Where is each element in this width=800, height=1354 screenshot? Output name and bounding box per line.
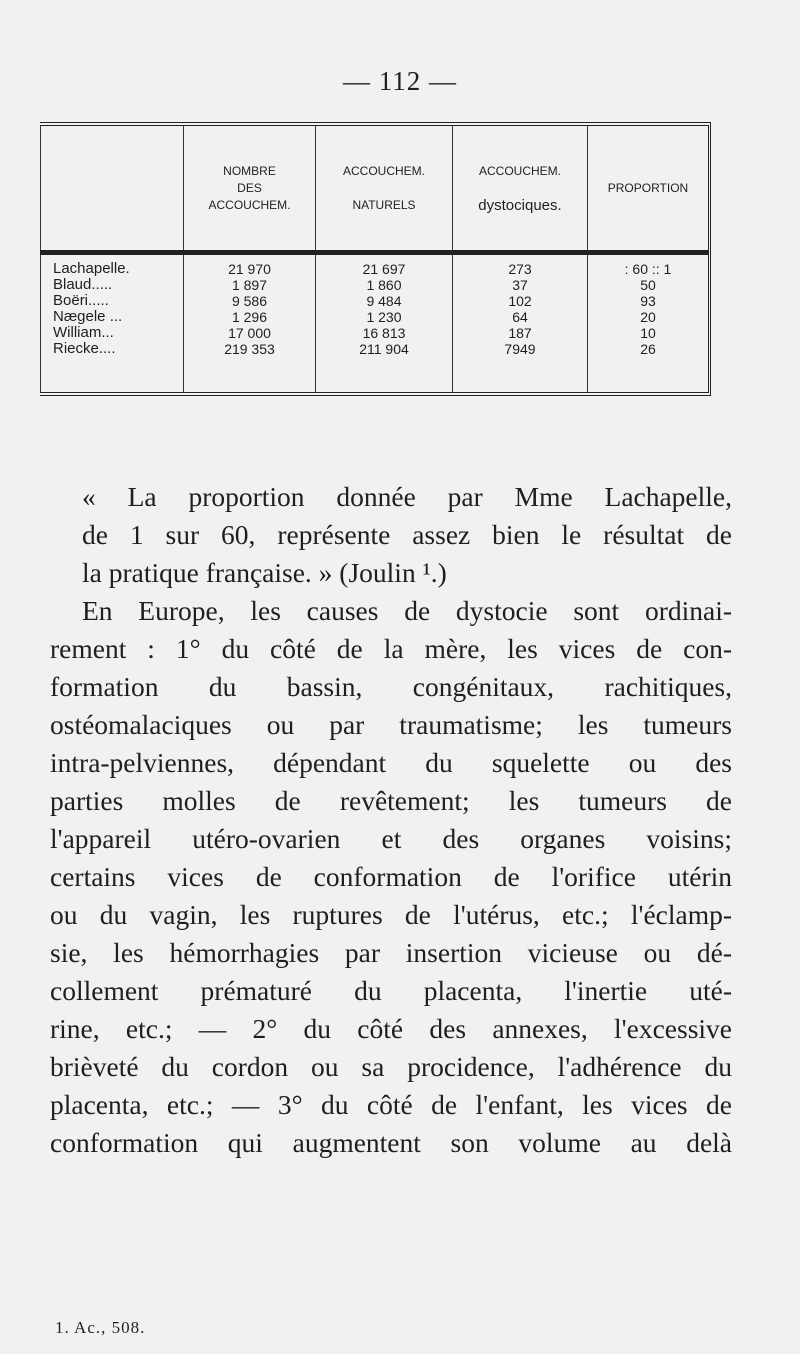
row-total: 17 000: [228, 325, 271, 341]
header-natural-births: [316, 126, 453, 253]
text-line: collement prématuré du placenta, l'inertie uté-: [50, 975, 732, 1006]
row-total: 1 897: [231, 277, 268, 293]
text-line: rement : 1° du côté de la mère, les vices de con-: [50, 633, 732, 664]
text-line: intra-pelviennes, dépendant du squelette ou des: [50, 747, 732, 778]
footnote: 1. Ac., 508.: [55, 1318, 146, 1337]
table-header-row: [41, 126, 709, 253]
row-dystocic: 7949: [504, 341, 536, 357]
total-column: [184, 253, 316, 393]
paragraph-quote: [50, 478, 732, 592]
header-dystocic-births: [453, 126, 588, 253]
header-line: DES: [237, 180, 262, 195]
table-body-row: [41, 253, 709, 393]
proportion-column: [588, 253, 709, 393]
text-line: de 1 sur 60, représente assez bien le résultat de: [82, 519, 732, 550]
text-line: En Europe, les causes de dystocie sont ordinai-: [82, 595, 732, 626]
text-line: certains vices de conformation de l'orifice utérin: [50, 861, 732, 892]
row-proportion: 20: [640, 309, 656, 325]
header-line: NATURELS: [352, 197, 416, 212]
header-line: PROPORTION: [607, 180, 689, 195]
row-natural: 1 860: [366, 277, 402, 293]
header-line: ACCOUCHEM.: [342, 163, 425, 178]
name-column: [41, 253, 184, 393]
header-line: [316, 180, 452, 197]
dystocic-column: [453, 253, 588, 393]
header-total-births: [184, 126, 316, 253]
header-line: ACCOUCHEM.: [208, 197, 291, 212]
body-text: [50, 478, 732, 1162]
row-dystocic: 102: [508, 293, 532, 309]
page-number: — 112 —: [343, 66, 457, 96]
header-line: NOMBRE: [223, 163, 276, 178]
row-total: 219 353: [224, 341, 275, 357]
row-natural: 9 484: [366, 293, 402, 309]
row-dystocic: 37: [512, 277, 528, 293]
header-name-column: [41, 126, 184, 253]
text-line: ou du vagin, les ruptures de l'utérus, etc.; l'éclamp-: [50, 899, 732, 930]
row-name: Blaud.....: [53, 276, 113, 293]
row-natural: 211 904: [359, 341, 409, 357]
row-dystocic: 64: [512, 309, 528, 325]
text-line: la pratique française. » (Joulin ¹.): [82, 557, 447, 588]
row-name: William...: [53, 324, 114, 341]
header-proportion: [588, 126, 709, 253]
text-line: placenta, etc.; — 3° du côté de l'enfant, les vices de: [50, 1089, 732, 1120]
row-dystocic: 187: [508, 325, 532, 341]
header-line: dystociques.: [478, 196, 562, 214]
row-proportion: 10: [640, 325, 656, 341]
row-total: 1 296: [231, 309, 268, 325]
text-line: parties molles de revêtement; les tumeurs de: [50, 785, 732, 816]
text-line: brièveté du cordon ou sa procidence, l'adhérence du: [50, 1051, 732, 1082]
row-proportion: 50: [640, 277, 656, 293]
text-line: conformation qui augmentent son volume au delà: [50, 1127, 732, 1158]
paragraph-causes: [50, 592, 732, 1162]
text-line: rine, etc.; — 2° du côté des annexes, l'excessive: [50, 1013, 732, 1044]
row-name: Boëri.....: [53, 292, 109, 309]
text-line: ostéomalaciques ou par traumatisme; les tumeurs: [50, 709, 732, 740]
row-dystocic: 273: [508, 261, 532, 277]
row-name: Nægele ...: [53, 308, 123, 325]
row-natural: 21 697: [362, 261, 406, 277]
row-proportion: 93: [640, 293, 656, 309]
row-total: 9 586: [231, 293, 268, 309]
statistics-table: [40, 122, 711, 396]
text-line: l'appareil utéro-ovarien et des organes voisins;: [50, 823, 732, 854]
text-line: sie, les hémorrhagies par insertion vicieuse ou dé-: [50, 937, 732, 968]
natural-column: [316, 253, 453, 393]
text-line: formation du bassin, congénitaux, rachitiques,: [50, 671, 732, 702]
header-line: ACCOUCHEM.: [478, 163, 561, 178]
row-natural: 16 813: [362, 325, 406, 341]
row-name: Lachapelle.: [53, 260, 130, 277]
text-line: « La proportion donnée par Mme Lachapelle,: [82, 481, 732, 512]
row-proportion: : 60 :: 1: [624, 261, 672, 277]
row-total: 21 970: [228, 261, 271, 277]
row-name: Riecke....: [53, 340, 116, 357]
row-natural: 1 230: [366, 309, 402, 325]
header-line: [453, 180, 587, 197]
row-proportion: 26: [640, 341, 656, 357]
